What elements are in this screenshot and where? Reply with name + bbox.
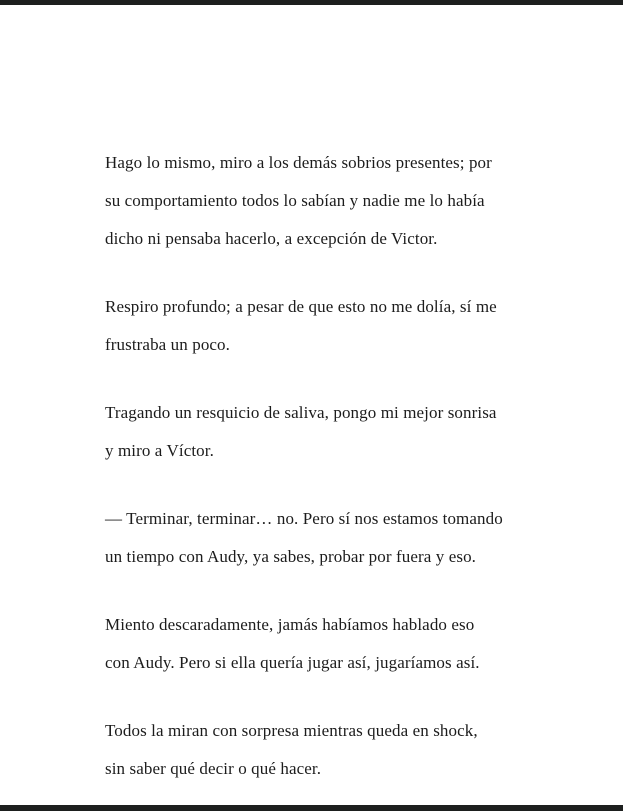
text-line: Respiro profundo; a pesar de que esto no me dolía, sí me [105, 297, 497, 316]
paragraph [105, 288, 525, 364]
text-line: frustraba un poco. [105, 335, 231, 354]
text-line: su comportamiento todos lo sabían y nadie me lo había [105, 191, 485, 210]
text-line: Hago lo mismo, miro a los demás sobrios presentes; por [105, 153, 492, 172]
paragraph [105, 606, 525, 682]
text-line: y miro a Víctor. [105, 441, 214, 460]
page-text-content [105, 144, 525, 811]
text-line: sin saber qué decir o qué hacer. [105, 759, 322, 778]
text-line: — Terminar, terminar… no. Pero sí nos estamos tomando [105, 509, 503, 528]
text-line: Todos la miran con sorpresa mientras queda en shock, [105, 721, 478, 740]
text-line: un tiempo con Audy, ya sabes, probar por fuera y eso. [105, 547, 477, 566]
paragraph [105, 500, 525, 576]
text-line: con Audy. Pero si ella quería jugar así, jugaríamos así. [105, 653, 480, 672]
text-line: Tragando un resquicio de saliva, pongo mi mejor sonrisa [105, 403, 497, 422]
paragraph [105, 394, 525, 470]
page-bottom-border [0, 805, 623, 811]
text-line: dicho ni pensaba hacerlo, a excepción de Victor. [105, 229, 438, 248]
paragraph [105, 144, 525, 258]
paragraph [105, 712, 525, 788]
text-line: Miento descaradamente, jamás habíamos hablado eso [105, 615, 475, 634]
page-top-border [0, 0, 623, 5]
